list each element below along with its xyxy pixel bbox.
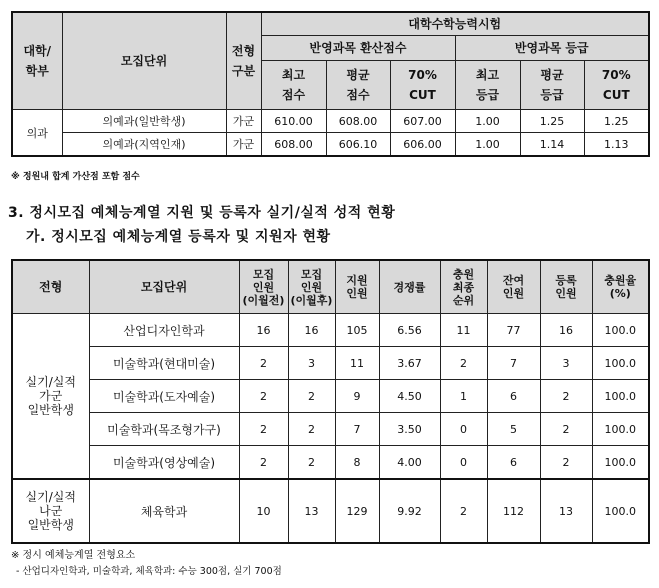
table-row — [12, 446, 649, 480]
table-row — [12, 479, 649, 543]
value-cell: 0 — [440, 413, 487, 446]
header-col-4: 지원 인원 — [335, 260, 379, 314]
value-cell: 100.0 — [592, 479, 649, 543]
header-col-9: 충원율 (%) — [592, 260, 649, 314]
value-cell: 100.0 — [592, 413, 649, 446]
value-cell: 608.00 — [326, 110, 390, 133]
value-cell: 606.10 — [326, 133, 390, 157]
header-cut70-grade: 70% CUT — [584, 61, 649, 110]
value-cell: 1.25 — [520, 110, 584, 133]
header-max-score: 최고 점수 — [261, 61, 326, 110]
value-cell: 1 — [440, 380, 487, 413]
header-unit: 모집단위 — [62, 12, 226, 110]
header-exam: 대학수학능력시험 — [261, 12, 649, 36]
unit-cell: 산업디자인학과 — [89, 314, 239, 347]
table-row — [12, 347, 649, 380]
value-cell: 129 — [335, 479, 379, 543]
table2-note-1: ※ 정시 예체능계열 전형요소 — [11, 550, 136, 561]
value-cell: 6.56 — [379, 314, 440, 347]
table1-note: ※ 정원내 합계 가산점 포함 점수 — [11, 172, 140, 182]
value-cell: 7 — [487, 347, 540, 380]
unit-cell: 미술학과(도자예술) — [89, 380, 239, 413]
header-converted: 반영과목 환산점수 — [261, 36, 455, 61]
value-cell: 100.0 — [592, 347, 649, 380]
unit-cell: 미술학과(영상예술) — [89, 446, 239, 480]
value-cell: 2 — [440, 347, 487, 380]
value-cell: 112 — [487, 479, 540, 543]
value-cell: 608.00 — [261, 133, 326, 157]
value-cell: 11 — [440, 314, 487, 347]
header-col-0: 전형 — [12, 260, 89, 314]
header-univ: 대학/ 학부 — [12, 12, 62, 110]
value-cell: 13 — [288, 479, 335, 543]
unit-cell: 체육학과 — [89, 479, 239, 543]
value-cell: 607.00 — [390, 110, 455, 133]
value-cell: 1.25 — [584, 110, 649, 133]
header-col-7: 잔여 인원 — [487, 260, 540, 314]
value-cell: 77 — [487, 314, 540, 347]
value-cell: 1.13 — [584, 133, 649, 157]
unit-cell: 미술학과(목조형가구) — [89, 413, 239, 446]
value-cell: 100.0 — [592, 446, 649, 480]
value-cell: 4.00 — [379, 446, 440, 480]
table2-note-2: - 산업디자인학과, 미술학과, 체육학과: 수능 300점, 실기 700점 — [16, 566, 282, 577]
header-grade: 반영과목 등급 — [455, 36, 649, 61]
value-cell: 2 — [288, 380, 335, 413]
type-cell: 가군 — [226, 133, 261, 157]
value-cell: 1.00 — [455, 110, 520, 133]
header-col-3: 모집 인원 (이월후) — [288, 260, 335, 314]
value-cell: 0 — [440, 446, 487, 480]
value-cell: 2 — [440, 479, 487, 543]
value-cell: 2 — [540, 413, 592, 446]
type-cell: 가군 — [226, 110, 261, 133]
header-col-1: 모집단위 — [89, 260, 239, 314]
value-cell: 16 — [288, 314, 335, 347]
value-cell: 100.0 — [592, 380, 649, 413]
header-col-8: 등록 인원 — [540, 260, 592, 314]
header-avg-grade: 평균 등급 — [520, 61, 584, 110]
value-cell: 11 — [335, 347, 379, 380]
college-cell: 의과 — [12, 110, 62, 157]
table-row — [12, 314, 649, 347]
value-cell: 9 — [335, 380, 379, 413]
header-cut70-score: 70% CUT — [390, 61, 455, 110]
value-cell: 2 — [239, 413, 288, 446]
header-avg-score: 평균 점수 — [326, 61, 390, 110]
header-col-2: 모집 인원 (이월전) — [239, 260, 288, 314]
value-cell: 16 — [540, 314, 592, 347]
table-row — [12, 110, 649, 133]
group-cell: 실기/실적 나군 일반학생 — [12, 479, 89, 543]
table-row — [12, 133, 649, 157]
value-cell: 5 — [487, 413, 540, 446]
header-col-5: 경쟁률 — [379, 260, 440, 314]
table-row — [12, 413, 649, 446]
value-cell: 10 — [239, 479, 288, 543]
value-cell: 2 — [239, 446, 288, 480]
unit-cell: 미술학과(현대미술) — [89, 347, 239, 380]
value-cell: 1.14 — [520, 133, 584, 157]
value-cell: 3.50 — [379, 413, 440, 446]
table-row — [12, 380, 649, 413]
value-cell: 2 — [239, 380, 288, 413]
arts-applicant-table — [11, 259, 650, 544]
value-cell: 13 — [540, 479, 592, 543]
value-cell: 105 — [335, 314, 379, 347]
value-cell: 9.92 — [379, 479, 440, 543]
value-cell: 606.00 — [390, 133, 455, 157]
value-cell: 2 — [288, 413, 335, 446]
value-cell: 6 — [487, 446, 540, 480]
value-cell: 8 — [335, 446, 379, 480]
value-cell: 4.50 — [379, 380, 440, 413]
group-cell: 실기/실적 가군 일반학생 — [12, 314, 89, 480]
suneung-score-table — [11, 11, 650, 157]
value-cell: 16 — [239, 314, 288, 347]
unit-cell: 의예과(일반학생) — [62, 110, 226, 133]
value-cell: 1.00 — [455, 133, 520, 157]
value-cell: 2 — [239, 347, 288, 380]
section-subtitle: 가. 정시모집 예체능계열 등록자 및 지원자 현황 — [26, 229, 331, 245]
value-cell: 3 — [540, 347, 592, 380]
value-cell: 3.67 — [379, 347, 440, 380]
unit-cell: 의예과(지역인재) — [62, 133, 226, 157]
section-title: 3. 정시모집 예체능계열 지원 및 등록자 실기/실적 성적 현황 — [8, 205, 396, 221]
value-cell: 3 — [288, 347, 335, 380]
value-cell: 2 — [288, 446, 335, 480]
value-cell: 2 — [540, 380, 592, 413]
value-cell: 610.00 — [261, 110, 326, 133]
value-cell: 100.0 — [592, 314, 649, 347]
header-col-6: 충원 최종 순위 — [440, 260, 487, 314]
value-cell: 6 — [487, 380, 540, 413]
header-type: 전형 구분 — [226, 12, 261, 110]
value-cell: 7 — [335, 413, 379, 446]
value-cell: 2 — [540, 446, 592, 480]
header-max-grade: 최고 등급 — [455, 61, 520, 110]
